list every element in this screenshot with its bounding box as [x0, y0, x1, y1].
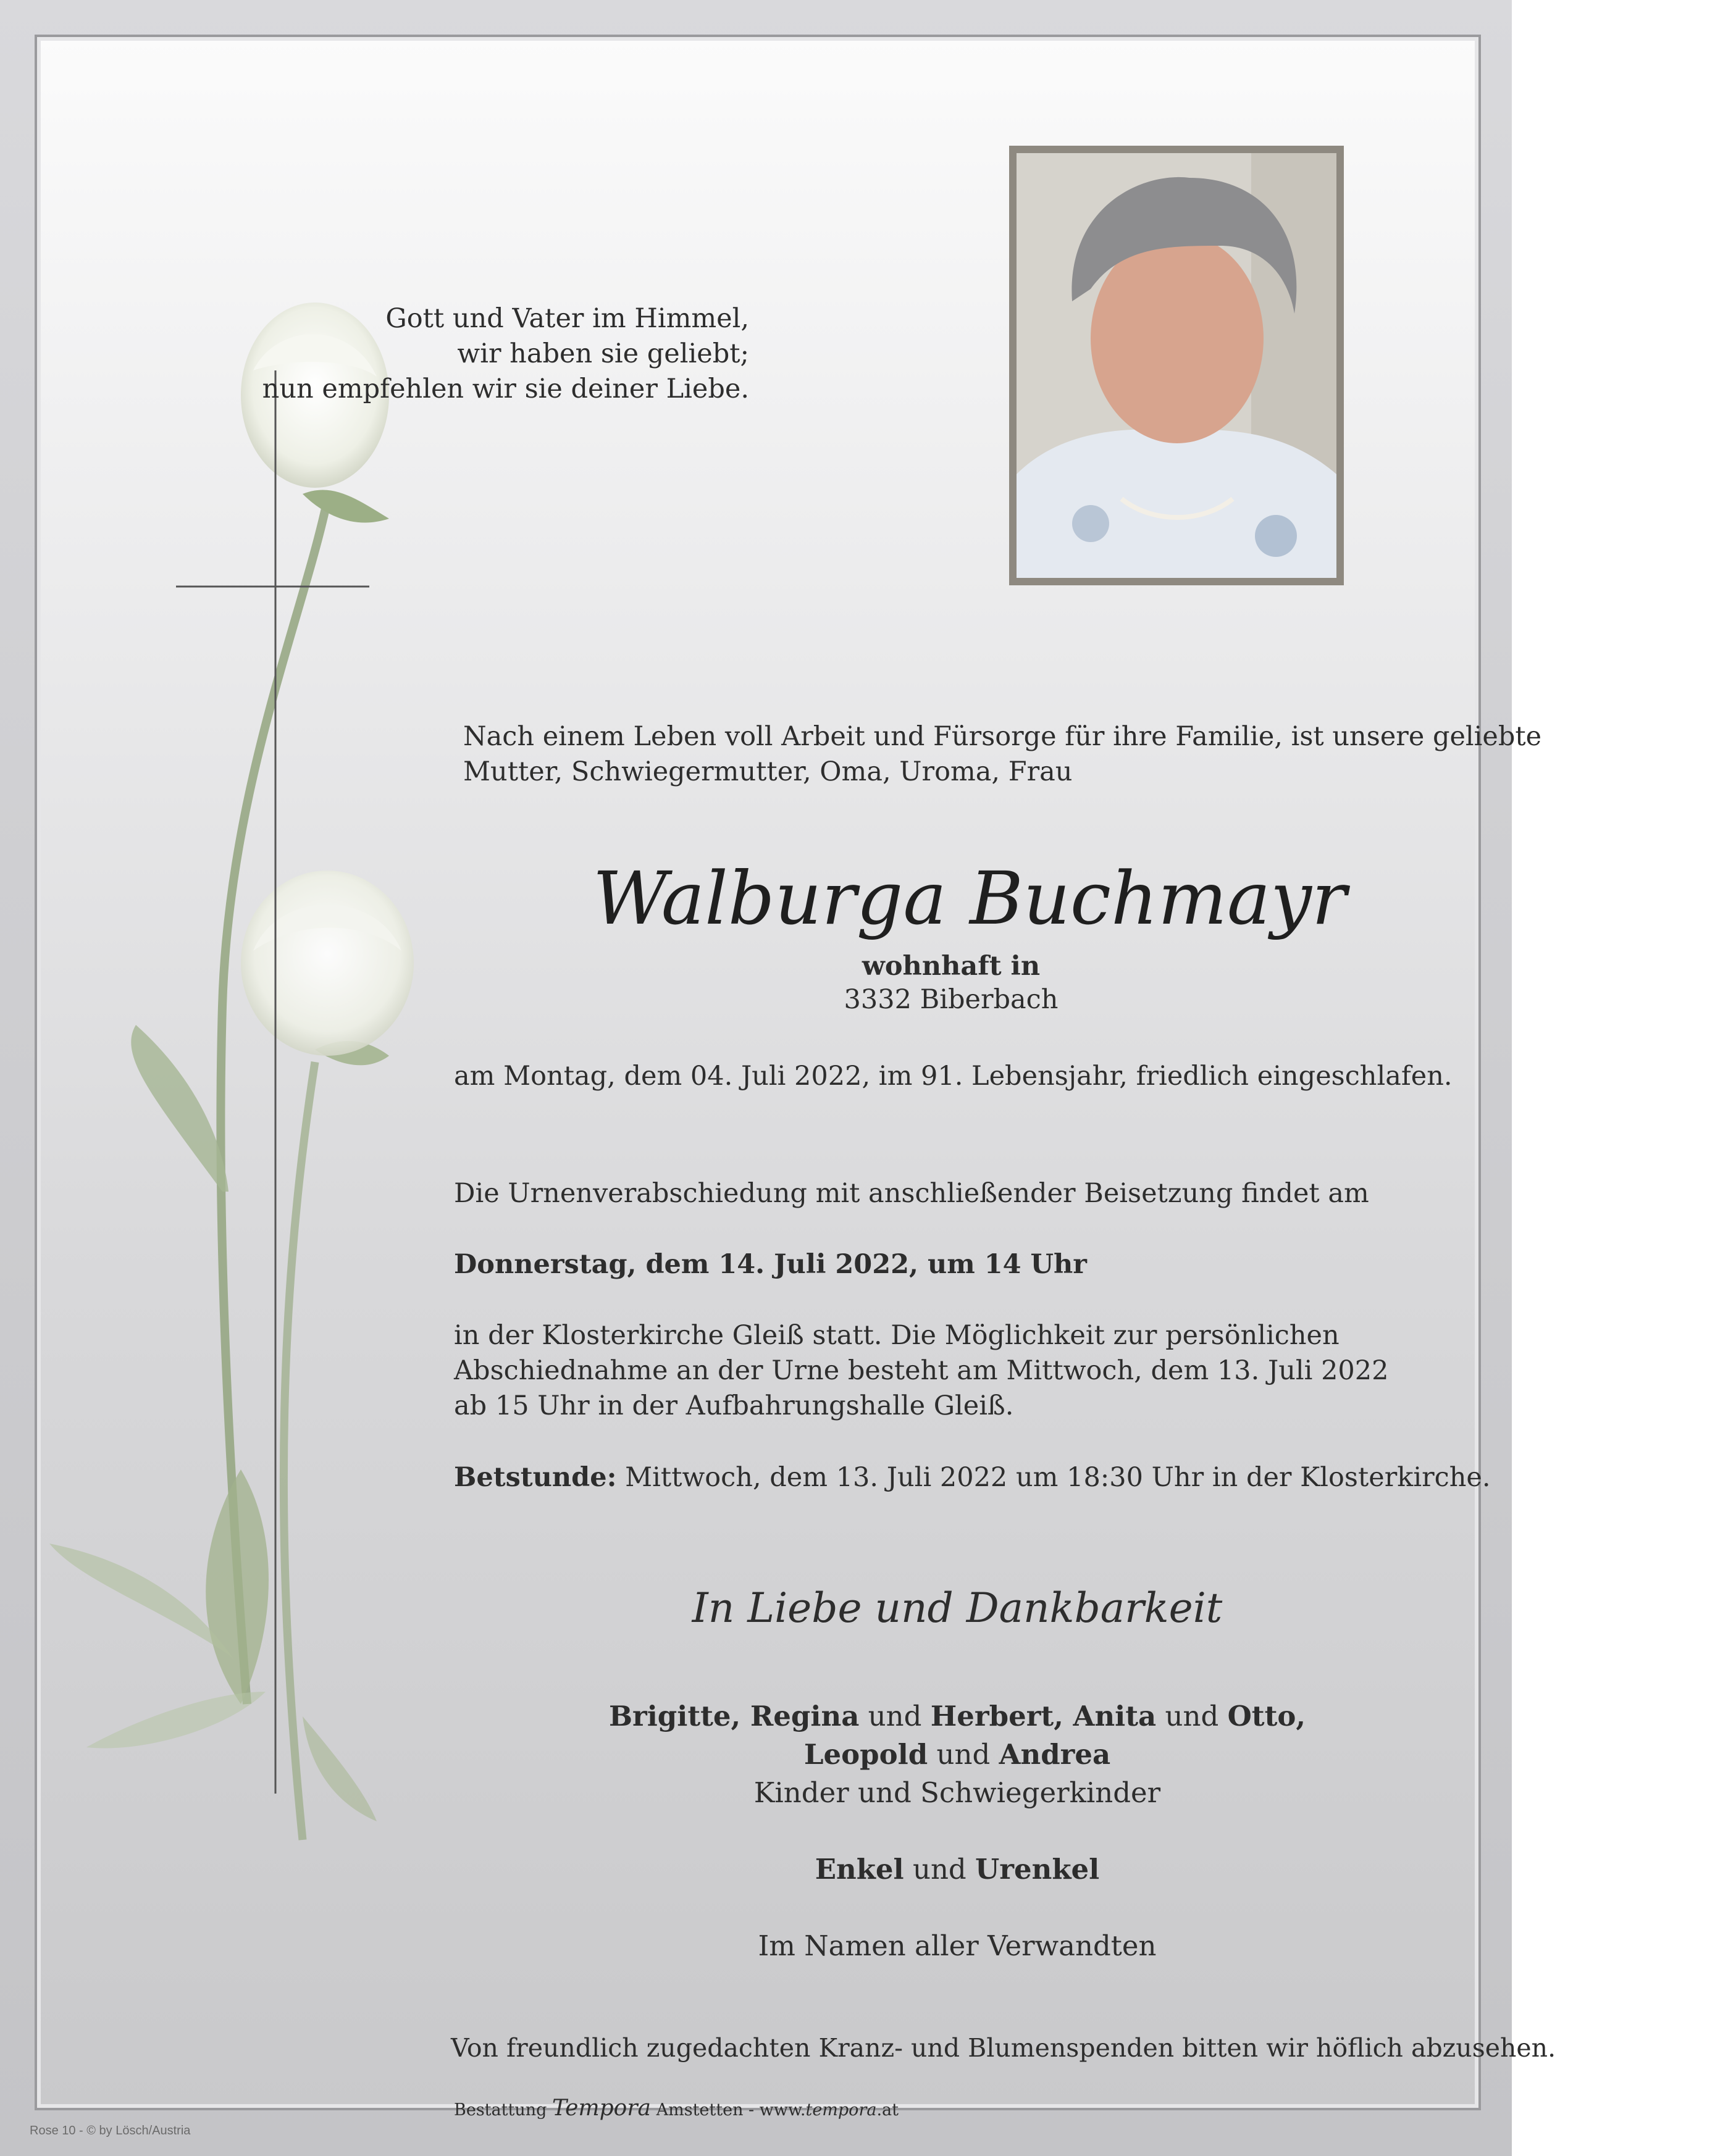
- mourner-conj-1: und: [859, 1700, 931, 1732]
- intro-line-2: Mutter, Schwiegermutter, Oma, Uroma, Frau: [463, 756, 1073, 787]
- footer-prefix: Bestattung: [454, 2100, 552, 2120]
- grandchildren-conj: und: [904, 1853, 976, 1886]
- residence-place: 3332 Biberbach: [844, 984, 1059, 1015]
- white-rose-cross-illustration: [43, 296, 463, 1951]
- prayer-label: Betstunde:: [454, 1462, 617, 1493]
- ceremony-intro: Die Urnenverabschiedung mit anschließender Beisetzung findet am: [454, 1178, 1369, 1209]
- mourners-line-1: [556, 1698, 1359, 1735]
- closing-script: In Liebe und Dankbarkeit: [692, 1584, 1223, 1632]
- ceremony-line-2: Abschiednahme an der Urne besteht am Mittwoch, dem 13. Juli 2022: [454, 1355, 1389, 1386]
- mourner-names-2: Herbert, Anita: [930, 1700, 1157, 1732]
- portrait-photo: [1017, 153, 1336, 578]
- mourners-children: Kinder und Schwiegerkinder: [753, 1776, 1161, 1809]
- ceremony-date: Donnerstag, dem 14. Juli 2022, um 14 Uhr: [454, 1249, 1087, 1280]
- intro-line-1: Nach einem Leben voll Arbeit und Fürsorge für ihre Familie, ist unsere geliebte: [463, 721, 1542, 752]
- donation-note: Von freundlich zugedachten Kranz- und Blumenspenden bitten wir höflich abzusehen.: [451, 2033, 1556, 2063]
- death-line: am Montag, dem 04. Juli 2022, im 91. Lebensjahr, friedlich eingeschlafen.: [454, 1061, 1453, 1092]
- verse-line-3: nun empfehlen wir sie deiner Liebe.: [262, 374, 749, 404]
- prayer-line: [454, 1460, 1491, 1495]
- footer-brand: Tempora: [551, 2095, 652, 2121]
- footer-domain: tempora: [805, 2100, 877, 2120]
- residence-label: wohnhaft in: [862, 951, 1041, 982]
- image-credit: Rose 10 - © by Lösch/Austria: [30, 2124, 191, 2137]
- grandchildren-1: Enkel: [815, 1853, 904, 1886]
- verse-line-1: Gott und Vater im Himmel,: [385, 303, 749, 334]
- mourner-conj-2: und: [1156, 1700, 1228, 1732]
- verse-line-2: wir haben sie geliebt;: [457, 338, 749, 369]
- footer-suffix: .at: [876, 2100, 899, 2120]
- ceremony-line-3: ab 15 Uhr in der Aufbahrungshalle Gleiß.: [454, 1390, 1014, 1421]
- mourner-names-5: Andrea: [999, 1738, 1111, 1771]
- mourner-names-4: Leopold: [803, 1738, 928, 1771]
- prayer-text: Mittwoch, dem 13. Juli 2022 um 18:30 Uhr in der Klosterkirche.: [616, 1462, 1491, 1493]
- mourner-names-1: Brigitte, Regina: [608, 1700, 860, 1732]
- mourner-names-3: Otto,: [1227, 1700, 1306, 1732]
- mourners-relatives: Im Namen aller Verwandten: [758, 1929, 1157, 1962]
- mourners-grandchildren: [556, 1851, 1359, 1888]
- portrait-frame: [1009, 146, 1344, 585]
- footer-middle: Amstetten - www.: [651, 2100, 806, 2120]
- funeral-home-footer: [454, 2097, 899, 2121]
- ceremony-line-1: in der Klosterkirche Gleiß statt. Die Möglichkeit zur persönlichen: [454, 1320, 1340, 1351]
- mourner-conj-3: und: [928, 1738, 999, 1771]
- deceased-name: Walburga Buchmayr: [592, 856, 1347, 941]
- grandchildren-2: Urenkel: [975, 1853, 1100, 1886]
- mourners-line-2: [556, 1736, 1359, 1773]
